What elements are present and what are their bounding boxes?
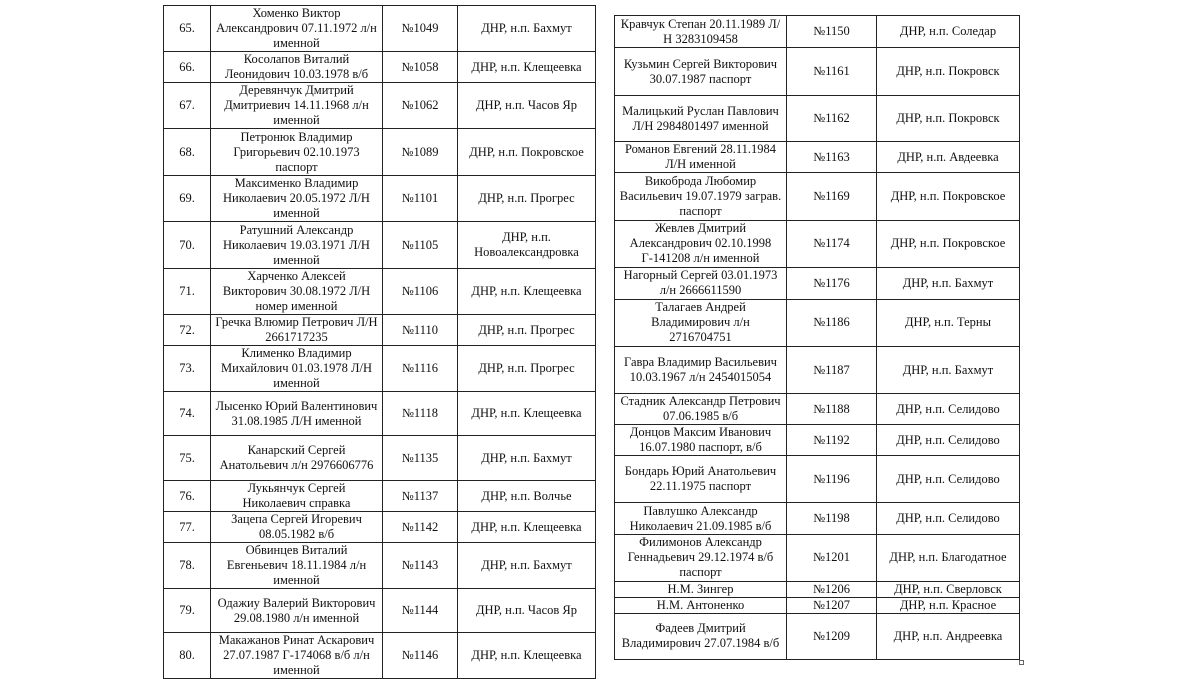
table-row [615,581,1020,597]
person-info: Романов Евгений 28.11.1984 Л/Н именной [615,142,787,173]
person-info: Н.М. Антоненко [615,597,787,613]
table-row [615,299,1020,346]
location: ДНР, н.п. Благодатное [877,534,1020,581]
table-row [164,512,596,543]
row-number: 75. [164,436,211,481]
location: ДНР, н.п. Клещеевка [458,52,596,83]
person-info: Жевлев Дмитрий Александрович 02.10.1998 Г-141208 л/н именной [615,220,787,267]
record-id: №1106 [383,269,458,315]
record-id: №1188 [787,394,877,425]
person-info: Н.М. Зингер [615,581,787,597]
location: ДНР, н.п. Часов Яр [458,83,596,129]
location: ДНР, н.п. Прогрес [458,315,596,346]
record-id: №1169 [787,173,877,220]
record-id: №1144 [383,589,458,633]
person-info: Хоменко Виктор Александрович 07.11.1972 л/н именной [211,6,383,52]
row-number: 65. [164,6,211,52]
record-id: №1161 [787,48,877,96]
row-number: 79. [164,589,211,633]
record-id: №1163 [787,142,877,173]
location: ДНР, н.п. Покровск [877,96,1020,142]
record-id: №1150 [787,16,877,48]
table-row [615,48,1020,96]
record-id: №1101 [383,176,458,222]
person-info: Деревянчук Дмитрий Дмитриевич 14.11.1968 л/н именной [211,83,383,129]
record-id: №1058 [383,52,458,83]
table-row [615,425,1020,456]
record-id: №1206 [787,581,877,597]
row-number: 77. [164,512,211,543]
location: ДНР, н.п. Бахмут [458,543,596,589]
person-info: Донцов Максим Иванович 16.07.1980 паспорт, в/б [615,425,787,456]
location: ДНР, н.п. Андреевка [877,613,1020,659]
location: ДНР, н.п. Красное [877,597,1020,613]
left-records-table [163,5,596,679]
table-row [164,315,596,346]
location: ДНР, н.п. Бахмут [877,346,1020,393]
table-row [164,436,596,481]
table-row [615,173,1020,220]
row-number: 76. [164,481,211,512]
person-info: Обвинцев Виталий Евгеньевич 18.11.1984 л/н именной [211,543,383,589]
record-id: №1142 [383,512,458,543]
location: ДНР, н.п. Соледар [877,16,1020,48]
location: ДНР, н.п. Покровское [877,220,1020,267]
table-row [164,392,596,436]
table-row [164,176,596,222]
person-info: Зацепа Сергей Игоревич 08.05.1982 в/б [211,512,383,543]
record-id: №1116 [383,346,458,392]
record-id: №1089 [383,129,458,176]
person-info: Гавра Владимир Васильевич 10.03.1967 л/н 2454015054 [615,346,787,393]
person-info: Фадеев Дмитрий Владимирович 27.07.1984 в/б [615,613,787,659]
location: ДНР, н.п. Покровск [877,48,1020,96]
location: ДНР, н.п. Селидово [877,425,1020,456]
person-info: Косолапов Виталий Леонидович 10.03.1978 в/б [211,52,383,83]
record-id: №1198 [787,503,877,534]
row-number: 80. [164,633,211,679]
person-info: Нагорный Сергей 03.01.1973 л/н 2666611590 [615,267,787,299]
left-table-body [164,6,596,679]
record-id: №1174 [787,220,877,267]
location: ДНР, н.п. Бахмут [458,436,596,481]
person-info: Клименко Владимир Михайлович 01.03.1978 Л/Н именной [211,346,383,392]
table-row [164,52,596,83]
table-row [615,456,1020,503]
record-id: №1162 [787,96,877,142]
person-info: Петронюк Владимир Григорьевич 02.10.1973 паспорт [211,129,383,176]
location: ДНР, н.п. Бахмут [458,6,596,52]
table-row [615,394,1020,425]
record-id: №1137 [383,481,458,512]
location: ДНР, н.п. Клещеевка [458,392,596,436]
location: ДНР, н.п. Бахмут [877,267,1020,299]
row-number: 73. [164,346,211,392]
person-info: Викоброда Любомир Васильевич 19.07.1979 заграв. паспорт [615,173,787,220]
record-id: №1110 [383,315,458,346]
record-id: №1062 [383,83,458,129]
table-row [615,534,1020,581]
table-row [164,481,596,512]
person-info: Максименко Владимир Николаевич 20.05.1972 Л/Н именной [211,176,383,222]
record-id: №1209 [787,613,877,659]
person-info: Кравчук Степан 20.11.1989 Л/Н 3283109458 [615,16,787,48]
person-info: Канарский Сергей Анатольевич л/н 2976606776 [211,436,383,481]
table-row [615,142,1020,173]
record-id: №1187 [787,346,877,393]
right-records-table [614,15,1020,660]
person-info: Кузьмин Сергей Викторович 30.07.1987 паспорт [615,48,787,96]
location: ДНР, н.п. Авдеевка [877,142,1020,173]
location: ДНР, н.п. Покровское [877,173,1020,220]
record-id: №1196 [787,456,877,503]
row-number: 70. [164,222,211,269]
record-id: №1049 [383,6,458,52]
record-id: №1207 [787,597,877,613]
table-row [615,613,1020,659]
table-row [164,83,596,129]
table-row [164,589,596,633]
person-info: Павлушко Александр Николаевич 21.09.1985 в/б [615,503,787,534]
location: ДНР, н.п. Селидово [877,503,1020,534]
location: ДНР, н.п. Покровское [458,129,596,176]
record-id: №1105 [383,222,458,269]
location: ДНР, н.п. Прогрес [458,176,596,222]
table-row [164,346,596,392]
person-info: Талагаев Андрей Владимирович л/н 2716704751 [615,299,787,346]
table-row [164,543,596,589]
person-info: Лукьянчук Сергей Николаевич справка [211,481,383,512]
table-row [615,503,1020,534]
record-id: №1118 [383,392,458,436]
table-row [164,6,596,52]
location: ДНР, н.п. Селидово [877,394,1020,425]
person-info: Стадник Александр Петрович 07.06.1985 в/б [615,394,787,425]
location: ДНР, н.п. Терны [877,299,1020,346]
row-number: 67. [164,83,211,129]
location: ДНР, н.п. Клещеевка [458,269,596,315]
row-number: 69. [164,176,211,222]
location: ДНР, н.п. Сверловск [877,581,1020,597]
table-resize-handle [1019,660,1024,665]
table-row [615,346,1020,393]
record-id: №1192 [787,425,877,456]
location: ДНР, н.п. Клещеевка [458,512,596,543]
location: ДНР, н.п. Клещеевка [458,633,596,679]
location: ДНР, н.п. Селидово [877,456,1020,503]
location: ДНР, н.п. Новоалександровка [458,222,596,269]
table-row [615,220,1020,267]
person-info: Бондарь Юрий Анатольевич 22.11.1975 паспорт [615,456,787,503]
person-info: Одажиу Валерий Викторович 29.08.1980 л/н именной [211,589,383,633]
table-row [164,633,596,679]
table-row [164,269,596,315]
table-row [164,222,596,269]
location: ДНР, н.п. Часов Яр [458,589,596,633]
row-number: 78. [164,543,211,589]
location: ДНР, н.п. Прогрес [458,346,596,392]
table-row [615,16,1020,48]
person-info: Малицький Руслан Павлович Л/Н 2984801497 именной [615,96,787,142]
person-info: Ратушний Александр Николаевич 19.03.1971 Л/Н именной [211,222,383,269]
person-info: Гречка Влюмир Петрович Л/Н 2661717235 [211,315,383,346]
record-id: №1146 [383,633,458,679]
person-info: Филимонов Александр Геннадьевич 29.12.1974 в/б паспорт [615,534,787,581]
record-id: №1186 [787,299,877,346]
table-row [615,267,1020,299]
record-id: №1176 [787,267,877,299]
record-id: №1201 [787,534,877,581]
table-row [615,96,1020,142]
location: ДНР, н.п. Волчье [458,481,596,512]
person-info: Лысенко Юрий Валентинович 31.08.1985 Л/Н именной [211,392,383,436]
person-info: Харченко Алексей Викторович 30.08.1972 Л/Н номер именной [211,269,383,315]
record-id: №1135 [383,436,458,481]
row-number: 71. [164,269,211,315]
row-number: 66. [164,52,211,83]
record-id: №1143 [383,543,458,589]
table-row [615,597,1020,613]
row-number: 74. [164,392,211,436]
right-table-body [615,16,1020,660]
row-number: 68. [164,129,211,176]
person-info: Макажанов Ринат Аскарович 27.07.1987 Г-174068 в/б л/н именной [211,633,383,679]
row-number: 72. [164,315,211,346]
table-row [164,129,596,176]
